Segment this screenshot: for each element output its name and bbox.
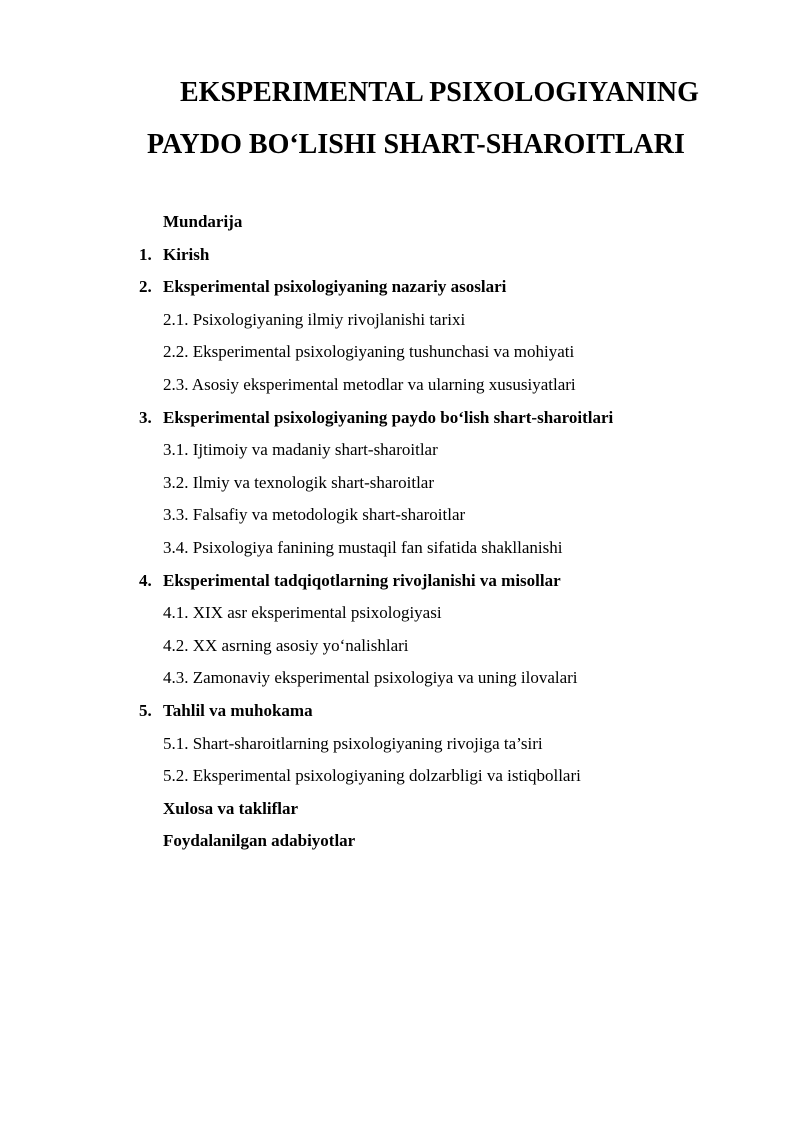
toc-entry-text: 3.3. Falsafiy va metodologik shart-sharoitlar — [163, 505, 466, 525]
toc-entry — [0, 503, 800, 535]
toc-entry-text: 5.1. Shart-sharoitlarning psixologiyaning rivojiga ta’siri — [163, 733, 543, 753]
toc-entry — [0, 797, 800, 829]
toc-entry-text: Kirish — [163, 244, 210, 264]
toc-entry-number: 5. — [139, 701, 152, 720]
toc-entry-text: 2.2. Eksperimental psixologiyaning tushunchasi va mohiyati — [163, 342, 575, 362]
toc-entry-text: 4.1. XIX asr eksperimental psixologiyasi — [163, 603, 442, 623]
toc-entry — [0, 438, 800, 470]
toc-entry — [0, 699, 800, 731]
toc-entry — [0, 275, 800, 307]
toc-entry — [0, 471, 800, 503]
toc-entry-text: 3.2. Ilmiy va texnologik shart-sharoitlar — [163, 472, 434, 492]
toc-heading — [0, 210, 800, 242]
toc-entry-text: 3.1. Ijtimoiy va madaniy shart-sharoitlar — [163, 440, 438, 460]
toc-entry-text: 4.3. Zamonaviy eksperimental psixologiya va uning ilovalari — [163, 668, 578, 688]
toc-entry-text: 2.1. Psixologiyaning ilmiy rivojlanishi tarixi — [163, 309, 466, 329]
toc-entry — [0, 666, 800, 698]
toc-entry-text: Tahlil va muhokama — [163, 701, 313, 720]
toc-entry-text: Eksperimental psixologiyaning paydo bo‘lish shart-sharoitlari — [163, 407, 614, 427]
toc-entry-text: 2.3. Asosiy eksperimental metodlar va ularning xususiyatlari — [163, 375, 576, 394]
document-title-line-2: PAYDO BO‘LISHI SHART-SHAROITLARI — [147, 129, 685, 160]
toc-entry — [0, 308, 800, 340]
toc-entry — [0, 829, 800, 861]
toc-entry-number: 3. — [139, 407, 152, 427]
toc-entry — [0, 340, 800, 372]
toc-entry-text: 3.4. Psixologiya fanining mustaqil fan sifatida shakllanishi — [163, 538, 563, 557]
toc-entry-text: 4.2. XX asrning asosiy yo‘nalishlari — [163, 635, 409, 655]
toc-entry — [0, 373, 800, 405]
toc-entry-text: Xulosa va takliflar — [163, 798, 299, 818]
toc-entry-number: 2. — [139, 277, 152, 297]
toc-entry — [0, 406, 800, 438]
toc-entry-text: Foydalanilgan adabiyotlar — [163, 831, 356, 851]
toc-entry — [0, 536, 800, 568]
toc-entry-number: 4. — [139, 570, 152, 590]
toc-entry-text: Eksperimental tadqiqotlarning rivojlanishi va misollar — [163, 570, 561, 590]
toc-entry-text: Eksperimental psixologiyaning nazariy asoslari — [163, 277, 507, 297]
toc-entry-number: 1. — [139, 244, 152, 264]
toc-entry — [0, 764, 800, 796]
document-title-line-1: EKSPERIMENTAL PSIXOLOGIYANING — [180, 77, 699, 108]
toc-entry — [0, 634, 800, 666]
toc-entry — [0, 732, 800, 764]
toc-entry-text: Mundarija — [163, 212, 243, 231]
toc-entry-text: 5.2. Eksperimental psixologiyaning dolzarbligi va istiqbollari — [163, 766, 581, 786]
toc-entry — [0, 243, 800, 275]
toc-entry — [0, 569, 800, 601]
toc-entry — [0, 601, 800, 633]
